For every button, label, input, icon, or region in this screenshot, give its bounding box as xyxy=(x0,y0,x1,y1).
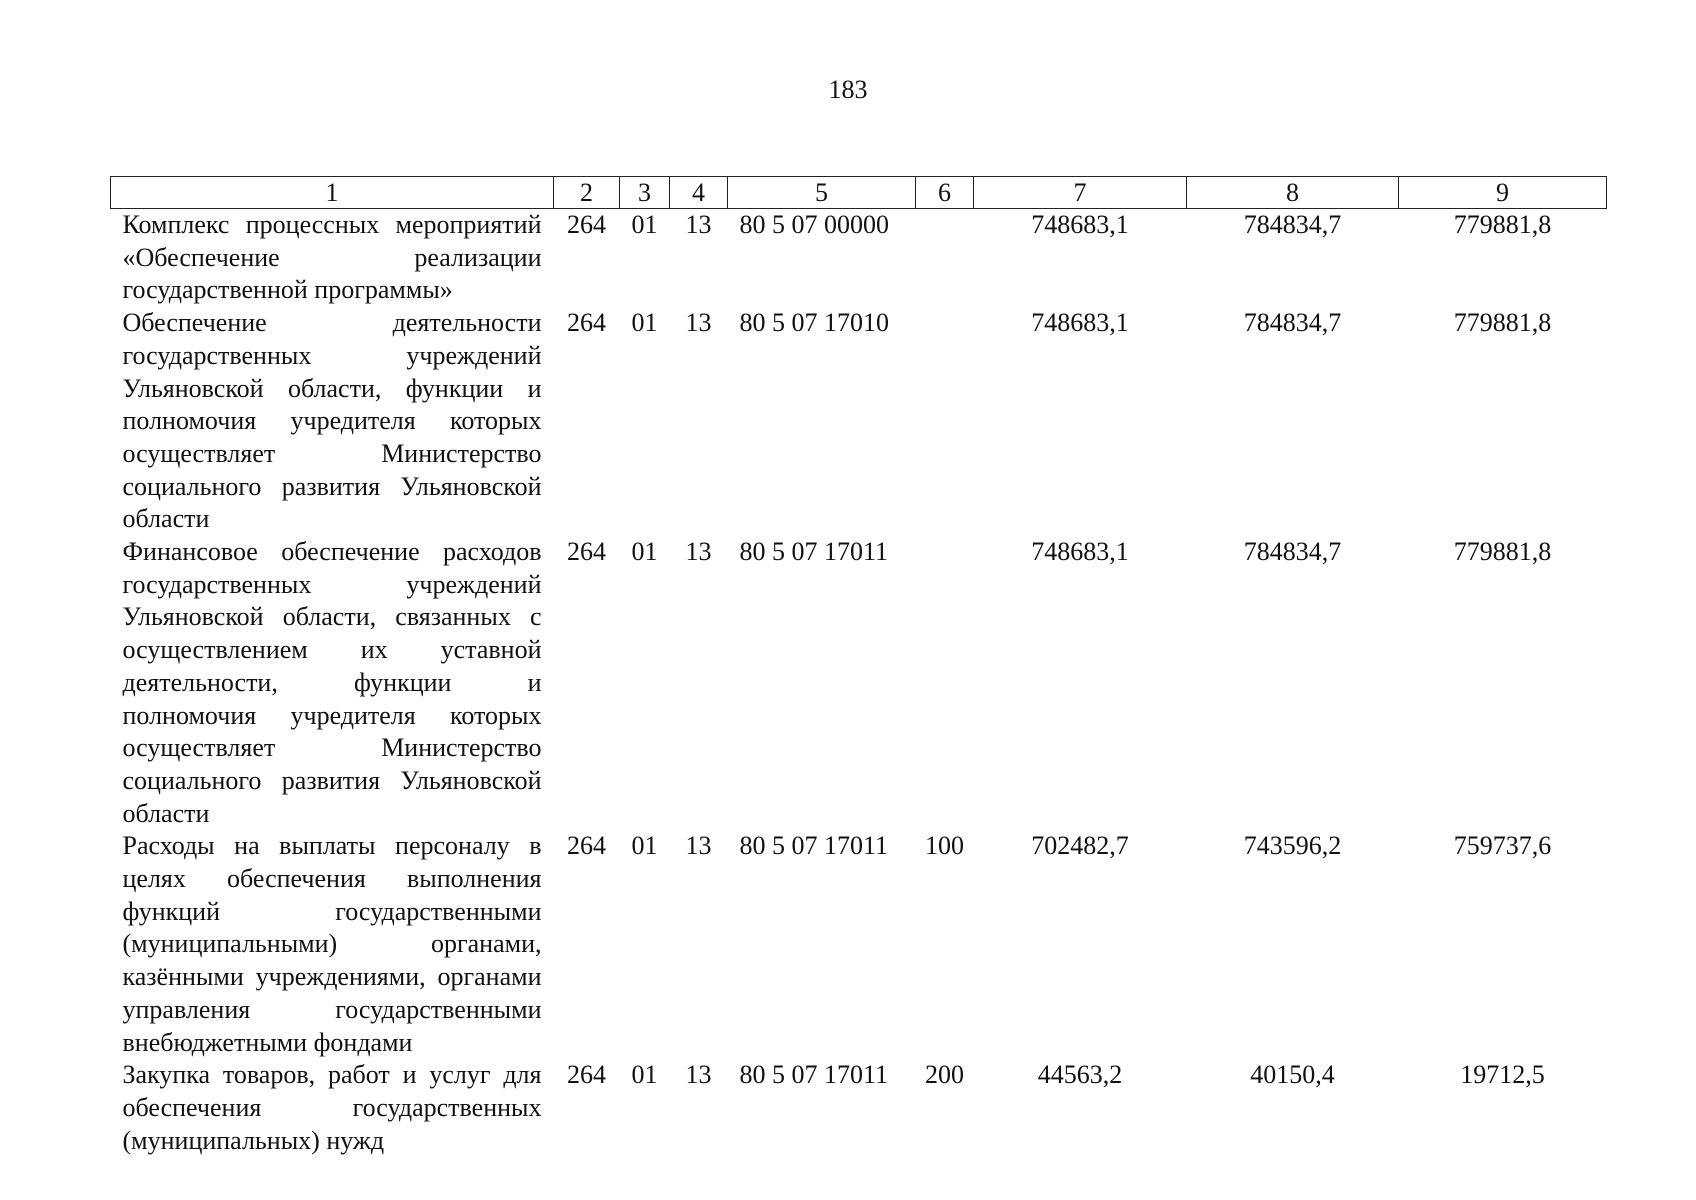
cell-col-4: 13 xyxy=(685,1060,712,1090)
cell-col-5: 80 5 07 00000 xyxy=(739,210,889,239)
cell-col-6 xyxy=(916,536,974,830)
cell-col-3: 01 xyxy=(631,537,658,567)
cell-col-6 xyxy=(916,209,974,308)
cell-col-7: 748683,1 xyxy=(1031,537,1129,567)
budget-table xyxy=(110,176,1607,1157)
cell-col-4: 13 xyxy=(685,210,712,239)
table-row xyxy=(111,1059,1607,1157)
column-header-6: 6 xyxy=(916,177,974,209)
row-description: Финансовое обеспечение расходов государственных учреждений Ульяновской области, связанных с осуществлением их уставной деятельности, функции и полномочия учредителя которых осуществляет Министерство социального развития Ульяновской области xyxy=(122,537,542,828)
page-number: 183 xyxy=(828,75,868,104)
cell-col-3: 01 xyxy=(631,1060,658,1090)
cell-col-3: 01 xyxy=(631,308,658,338)
column-header-4: 4 xyxy=(670,177,728,209)
column-header-7: 7 xyxy=(974,177,1187,209)
table-body xyxy=(111,209,1607,1158)
cell-col-3: 01 xyxy=(631,210,658,239)
cell-col-8: 784834,7 xyxy=(1243,537,1342,567)
cell-col-2: 264 xyxy=(567,210,606,239)
cell-col-7: 702482,7 xyxy=(1031,831,1129,861)
cell-col-2: 264 xyxy=(567,537,606,567)
cell-col-8: 743596,2 xyxy=(1243,831,1342,861)
row-description: Обеспечение деятельности государственных учреждений Ульяновской области, функции и полномочия учредителя которых осуществляет Министерство социального развития Ульяновской области xyxy=(122,308,542,534)
column-header-8: 8 xyxy=(1187,177,1399,209)
column-header-9: 9 xyxy=(1399,177,1607,209)
cell-col-2: 264 xyxy=(567,1060,606,1090)
table-row xyxy=(111,307,1607,536)
cell-col-9: 779881,8 xyxy=(1453,537,1552,567)
cell-col-9: 759737,6 xyxy=(1453,831,1552,861)
cell-col-9: 779881,8 xyxy=(1453,308,1552,338)
cell-col-8: 40150,4 xyxy=(1250,1060,1335,1090)
cell-col-6: 200 xyxy=(925,1060,964,1090)
column-header-1: 1 xyxy=(111,177,554,209)
table-row xyxy=(111,536,1607,830)
cell-col-3: 01 xyxy=(631,831,658,861)
column-header-3: 3 xyxy=(620,177,670,209)
cell-col-4: 13 xyxy=(685,308,712,338)
cell-col-6: 100 xyxy=(925,831,964,861)
cell-col-4: 13 xyxy=(685,831,712,861)
column-header-5: 5 xyxy=(728,177,916,209)
row-description: Расходы на выплаты персоналу в целях обеспечения выполнения функций государственными (муниципальными) органами, казёнными учреждениями, органами управления государственными внебюджетными фондами xyxy=(122,831,542,1057)
cell-col-6 xyxy=(916,307,974,536)
table-row xyxy=(111,830,1607,1059)
cell-col-8: 784834,7 xyxy=(1243,308,1342,338)
row-description: Комплекс процессных мероприятий «Обеспечение реализации государственной программы» xyxy=(122,210,542,305)
row-description: Закупка товаров, работ и услуг для обеспечения государственных (муниципальных) нужд xyxy=(122,1060,542,1155)
cell-col-5: 80 5 07 17011 xyxy=(739,1060,889,1090)
column-header-2: 2 xyxy=(554,177,620,209)
cell-col-4: 13 xyxy=(685,537,712,567)
cell-col-2: 264 xyxy=(567,831,606,861)
cell-col-5: 80 5 07 17011 xyxy=(739,537,889,567)
cell-col-7: 44563,2 xyxy=(1037,1060,1123,1090)
cell-col-9: 19712,5 xyxy=(1460,1060,1545,1090)
table-row xyxy=(111,209,1607,308)
cell-col-5: 80 5 07 17010 xyxy=(739,308,889,338)
table-header xyxy=(111,177,1607,209)
cell-col-9: 779881,8 xyxy=(1453,210,1552,239)
cell-col-7: 748683,1 xyxy=(1031,308,1129,338)
cell-col-7: 748683,1 xyxy=(1031,210,1129,239)
cell-col-8: 784834,7 xyxy=(1243,210,1342,239)
cell-col-2: 264 xyxy=(567,308,606,338)
cell-col-5: 80 5 07 17011 xyxy=(739,831,889,861)
